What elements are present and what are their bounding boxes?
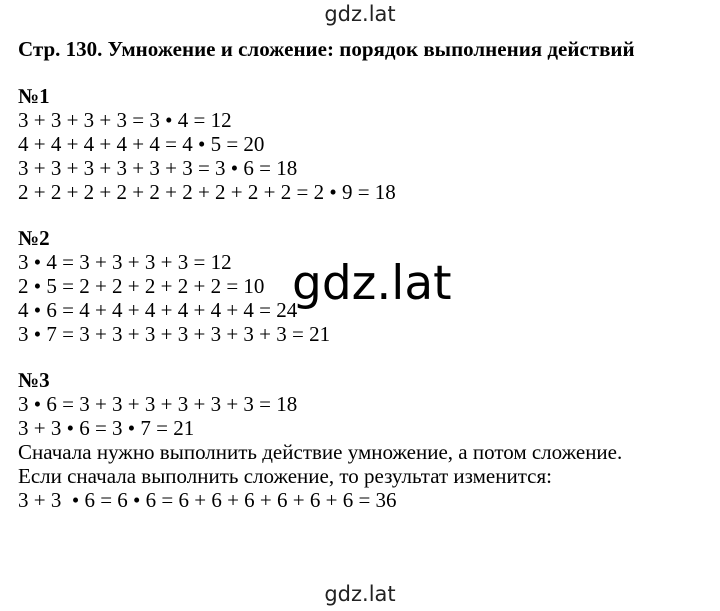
equation-line: 3 + 3 + 3 + 3 = 3 • 4 = 12 (18, 108, 232, 132)
equation-line: 3 + 3 + 3 + 3 + 3 + 3 = 3 • 6 = 18 (18, 156, 298, 180)
task-3 (18, 368, 708, 512)
equation-line: 2 • 5 = 2 + 2 + 2 + 2 + 2 = 10 (18, 274, 265, 298)
equation-line: 3 • 4 = 3 + 3 + 3 + 3 = 12 (18, 250, 232, 274)
equation-line: 3 + 3 • 6 = 3 • 7 = 21 (18, 416, 195, 440)
explanation-line: Сначала нужно выполнить действие умножение, а потом сложение. (18, 440, 623, 464)
equation-line: 3 • 6 = 3 + 3 + 3 + 3 + 3 + 3 = 18 (18, 392, 298, 416)
task-number: №2 (18, 226, 50, 250)
watermark-bottom: gdz.lat (324, 582, 396, 606)
watermark-top: gdz.lat (324, 2, 396, 26)
watermark-center: gdz.lat (292, 256, 452, 311)
task-number: №3 (18, 368, 50, 392)
equation-line: 4 • 6 = 4 + 4 + 4 + 4 + 4 + 4 = 24 (18, 298, 298, 322)
task-1 (18, 84, 708, 204)
equation-line: 4 + 4 + 4 + 4 + 4 = 4 • 5 = 20 (18, 132, 265, 156)
equation-line: 3 + 3 • 6 = 6 • 6 = 6 + 6 + 6 + 6 + 6 + 6 = 36 (18, 488, 397, 512)
page-title: Стр. 130. Умножение и сложение: порядок выполнения действий (18, 37, 635, 61)
task-number: №1 (18, 84, 50, 108)
explanation-line: Если сначала выполнить сложение, то результат изменится: (18, 464, 552, 488)
equation-line: 3 • 7 = 3 + 3 + 3 + 3 + 3 + 3 + 3 = 21 (18, 322, 331, 346)
equation-line: 2 + 2 + 2 + 2 + 2 + 2 + 2 + 2 + 2 = 2 • 9 = 18 (18, 180, 396, 204)
